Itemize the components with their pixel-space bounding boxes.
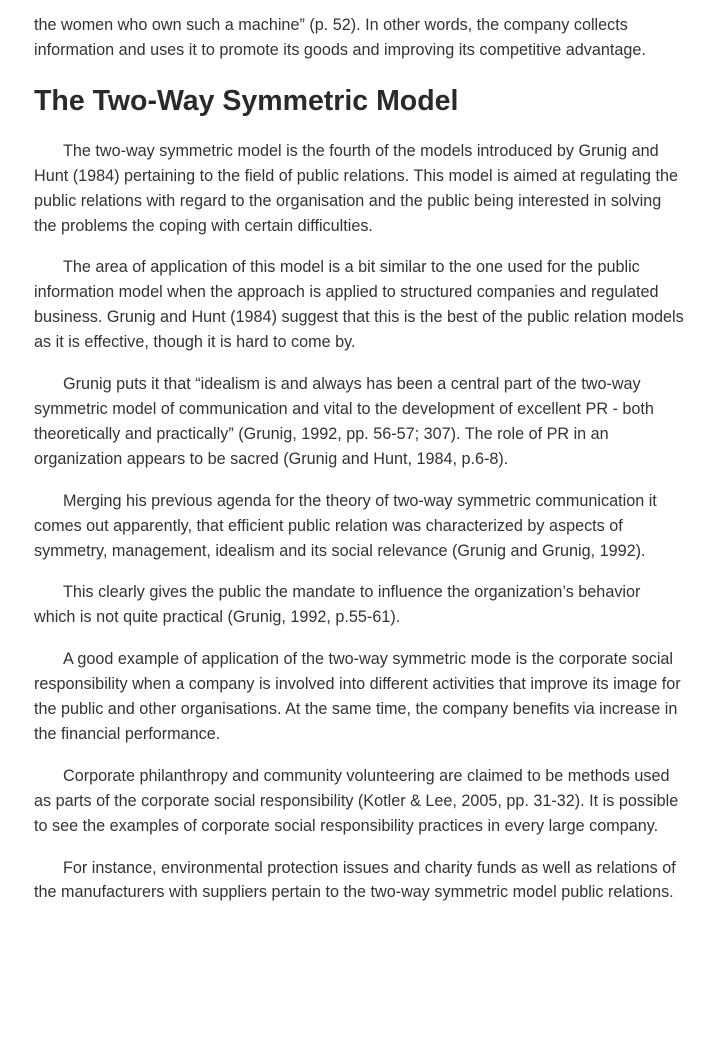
body-paragraph: The area of application of this model is a bit similar to the one used for the public information model when the approach is applied to structured companies and regulated business. Grunig and Hunt (1984) suggest that this is the best of the public relation models as it is effective, though it is hard to come by. [34, 258, 684, 352]
body-paragraph: Grunig puts it that “idealism is and always has been a central part of the two-way symmetric model of communication and vital to the development of excellent PR - both theoretically and practically” (Grunig, 1992, pp. 56-57; 307). The role of PR in an organization appears to be sacred (Grunig and Hunt, 1984, p.6-8). [34, 375, 654, 468]
lead-paragraph: the women who own such a machine” (p. 52). In other words, the company collects information and uses it to promote its goods and improving its competitive advantage. [34, 16, 646, 59]
body-paragraph: Corporate philanthropy and community volunteering are claimed to be methods used as parts of the corporate social responsibility (Kotler & Lee, 2005, pp. 31-32). It is possible to see the examples of corporate social responsibility practices in every large company. [34, 766, 679, 835]
section-heading: The Two-Way Symmetric Model [34, 84, 459, 117]
body-paragraph: A good example of application of the two-way symmetric mode is the corporate social responsibility when a company is involved into different activities that improve its image for the public and other organisations. At the same time, the company benefits via increase in the financial performance. [34, 650, 681, 743]
body-paragraph: The two-way symmetric model is the fourth of the models introduced by Grunig and Hunt (1984) pertaining to the field of public relations. This model is aimed at regulating the public relations with regard to the organisation and the public being interested in solving the problems the coping with certain difficulties. [34, 141, 678, 235]
body-paragraph: Merging his previous agenda for the theory of two-way symmetric communication it comes out apparently, that efficient public relation was characterized by aspects of symmetry, management, idealism and its social relevance (Grunig and Grunig, 1992). [34, 491, 657, 560]
body-paragraph: This clearly gives the public the mandate to influence the organization’s behavior which is not quite practical (Grunig, 1992, p.55-61). [34, 583, 641, 627]
body-paragraph: For instance, environmental protection issues and charity funds as well as relations of the manufacturers with suppliers pertain to the two-way symmetric model public relations. [34, 858, 676, 902]
